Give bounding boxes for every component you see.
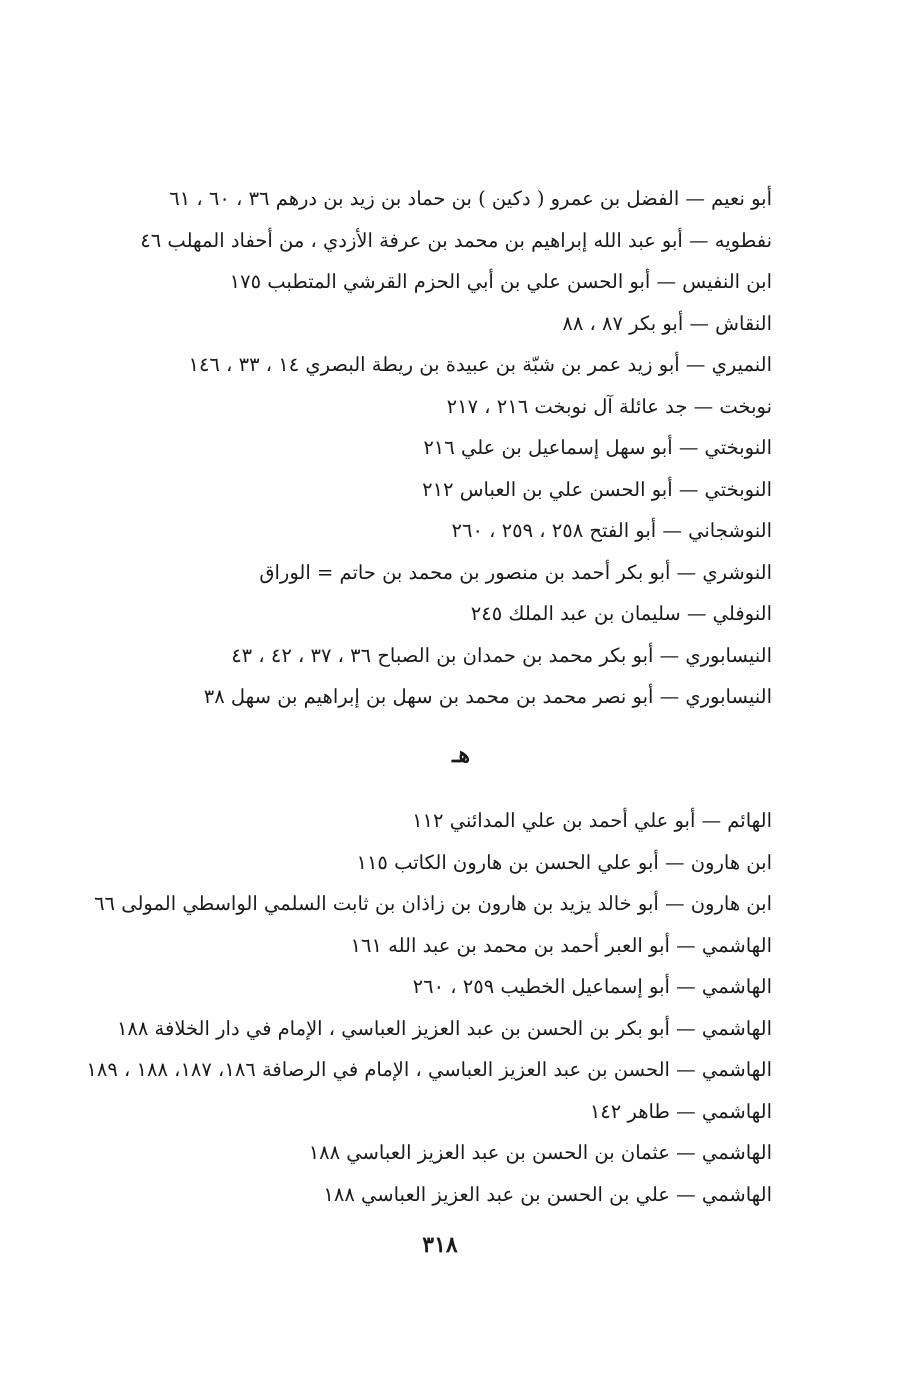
- index-section-ha: [72, 800, 772, 1215]
- index-entry: النوبختي — أبو سهل إسماعيل بن علي ٢١٦: [423, 436, 772, 459]
- index-entry: الهاشمي — الحسن بن عبد العزيز العباسي ، الإمام في الرصافة ١٨٦، ١٨٧، ١٨٨ ، ١٨٩: [86, 1058, 772, 1081]
- index-entry: النوبختي — أبو الحسن علي بن العباس ٢١٢: [422, 477, 772, 501]
- index-entry: ابن هارون — أبو خالد يزيد بن هارون بن زاذان بن ثابت السلمي الواسطي المولى ٦٦: [94, 892, 772, 915]
- index-section-nun: [72, 178, 772, 718]
- index-entry: النوفلي — سليمان بن عبد الملك ٢٤٥: [470, 602, 772, 625]
- index-entry: الهاشمي — عثمان بن الحسن بن عبد العزيز العباسي ١٨٨: [308, 1141, 772, 1164]
- index-entry: الهاشمي — طاهر ١٤٢: [589, 1099, 772, 1123]
- index-entry: الهاشمي — أبو العبر أحمد بن محمد بن عبد الله ١٦١: [350, 933, 772, 957]
- index-entry: النوشري — أبو بكر أحمد بن منصور بن محمد بن حاتم = الوراق: [259, 560, 772, 584]
- index-entry: النميري — أبو زيد عمر بن شبّة بن عبيدة بن ريطة البصري ١٤ ، ٣٣ ، ١٤٦: [188, 353, 772, 376]
- index-entry: ابن هارون — أبو علي الحسن بن هارون الكاتب ١١٥: [356, 850, 772, 874]
- index-entry: النيسابوري — أبو نصر محمد بن محمد بن سهل بن إبراهيم بن سهل ٣٨: [203, 685, 772, 708]
- index-entry: النقاش — أبو بكر ٨٧ ، ٨٨: [562, 311, 772, 335]
- index-entry: النيسابوري — أبو بكر محمد بن حمدان بن الصباح ٣٦ ، ٣٧ ، ٤٢ ، ٤٣: [231, 643, 772, 667]
- index-entry: ابن النفيس — أبو الحسن علي بن أبي الحزم القرشي المتطبب ١٧٥: [229, 270, 772, 293]
- index-entry: الهاشمي — أبو بكر بن الحسن بن عبد العزيز العباسي ، الإمام في دار الخلافة ١٨٨: [116, 1016, 772, 1040]
- index-entry: نوبخت — جد عائلة آل نوبخت ٢١٦ ، ٢١٧: [446, 394, 772, 418]
- index-entry: نفطويه — أبو عبد الله إبراهيم بن محمد بن عرفة الأزدي ، من أحفاد المهلب ٤٦: [140, 228, 772, 252]
- index-entry: الهاشمي — علي بن الحسن بن عبد العزيز العباسي ١٨٨: [323, 1182, 772, 1206]
- index-entry: الهائم — أبو علي أحمد بن علي المدائني ١١٢: [412, 809, 772, 832]
- index-entry: أبو نعيم — الفضل بن عمرو ( دكين ) بن حماد بن زيد بن درهم ٣٦ ، ٦٠ ، ٦١: [169, 187, 772, 210]
- index-entry: الهاشمي — أبو إسماعيل الخطيب ٢٥٩ ، ٢٦٠: [412, 975, 772, 998]
- index-entry: النوشجاني — أبو الفتح ٢٥٨ ، ٢٥٩ ، ٢٦٠: [451, 519, 772, 542]
- page-number: ٣١٨: [422, 1232, 458, 1258]
- section-letter-heading: هـ: [451, 742, 471, 768]
